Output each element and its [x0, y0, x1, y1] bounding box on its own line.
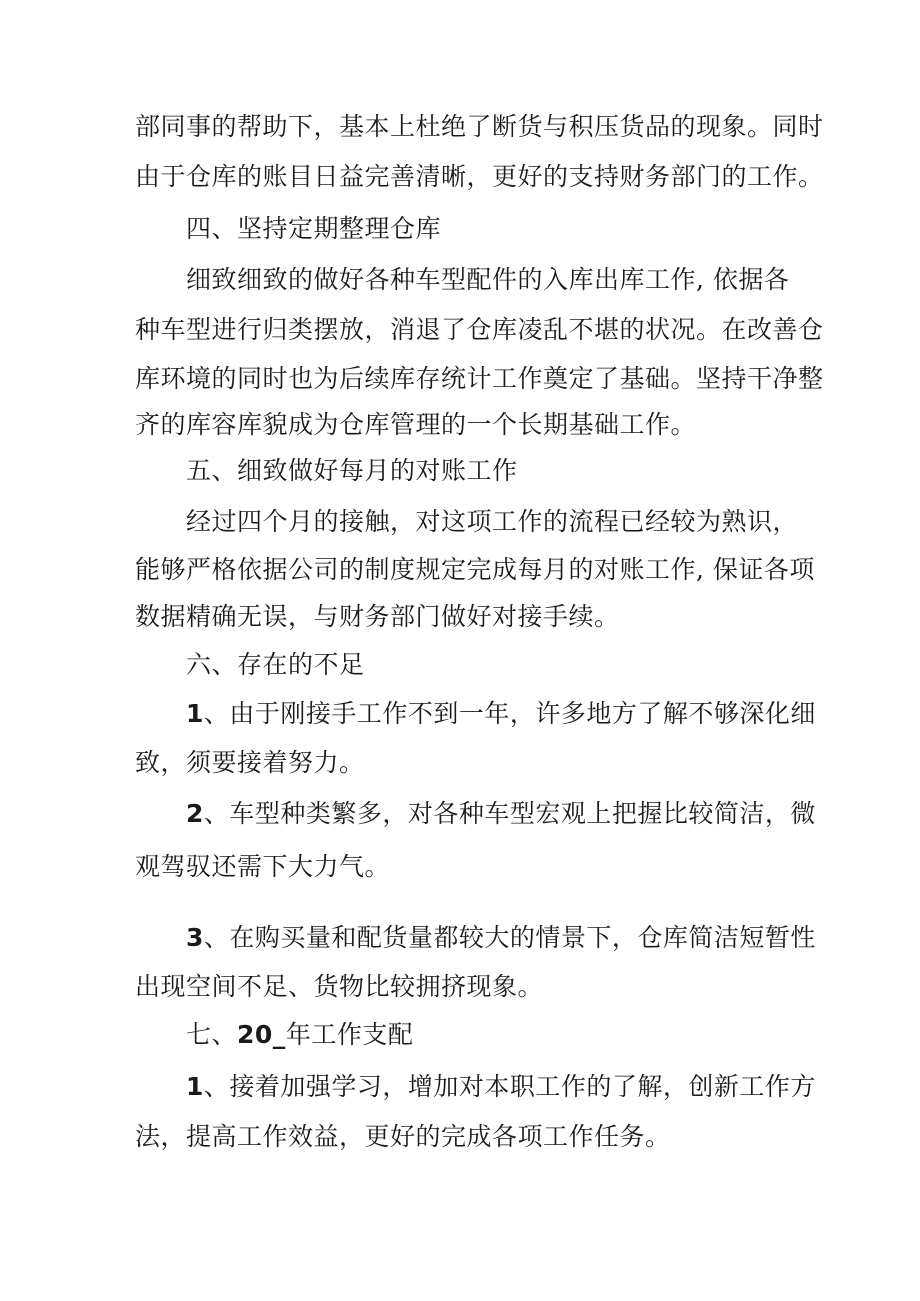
list-item-text: 、接着加强学习，增加对本职工作的了解，创新工作方 [203, 1072, 816, 1101]
paragraph-line: 由于仓库的账目日益完善清晰，更好的支持财务部门的工作。 [135, 162, 824, 191]
paragraph-line: 能够严格依据公司的制度规定完成每月的对账工作, 保证各项 [135, 555, 815, 584]
section-heading-5: 五、细致做好每月的对账工作 [186, 456, 518, 485]
list-item-line [186, 697, 816, 731]
section-heading-4: 四、坚持定期整理仓库 [186, 214, 442, 243]
list-item-text: 、由于刚接手工作不到一年，许多地方了解不够深化细 [203, 699, 816, 728]
list-item-line: 致，须要接着努力。 [135, 748, 365, 777]
list-item-number: 1 [186, 699, 204, 728]
paragraph-line: 经过四个月的接触，对这项工作的流程已经较为熟识， [186, 507, 799, 536]
paragraph-line: 库环境的同时也为后续库存统计工作奠定了基础。坚持干净整 [135, 364, 824, 393]
section-heading-6: 六、存在的不足 [186, 650, 365, 679]
list-item-number: 2 [186, 799, 204, 828]
list-item-number: 1 [186, 1072, 204, 1101]
list-item-line: 出现空间不足、货物比较拥挤现象。 [135, 972, 544, 1001]
paragraph-line: 部同事的帮助下，基本上杜绝了断货与积压货品的现象。同时 [135, 112, 824, 141]
list-item-line [186, 797, 816, 831]
list-item-text: 、在购买量和配货量都较大的情景下，仓库简洁短暂性 [203, 923, 816, 952]
section-heading-7 [186, 1018, 413, 1052]
heading-suffix: 年工作支配 [285, 1020, 414, 1049]
list-item-text: 、车型种类繁多，对各种车型宏观上把握比较简洁，微 [203, 799, 816, 828]
paragraph-line: 种车型进行归类摆放，消退了仓库凌乱不堪的状况。在改善仓 [135, 315, 824, 344]
heading-prefix: 七、 [186, 1020, 238, 1049]
list-item-number: 3 [186, 923, 204, 952]
list-item-line [186, 1070, 816, 1104]
heading-year: 20_ [237, 1020, 286, 1049]
list-item-line [186, 921, 816, 955]
paragraph-line: 数据精确无误，与财务部门做好对接手续。 [135, 602, 620, 631]
paragraph-line: 细致细致的做好各种车型配件的入库出库工作, 依据各 [186, 265, 790, 294]
paragraph-line: 齐的库容库貌成为仓库管理的一个长期基础工作。 [135, 410, 697, 439]
list-item-line: 观驾驭还需下大力气。 [135, 852, 391, 881]
list-item-line: 法，提高工作效益，更好的完成各项工作任务。 [135, 1122, 671, 1151]
